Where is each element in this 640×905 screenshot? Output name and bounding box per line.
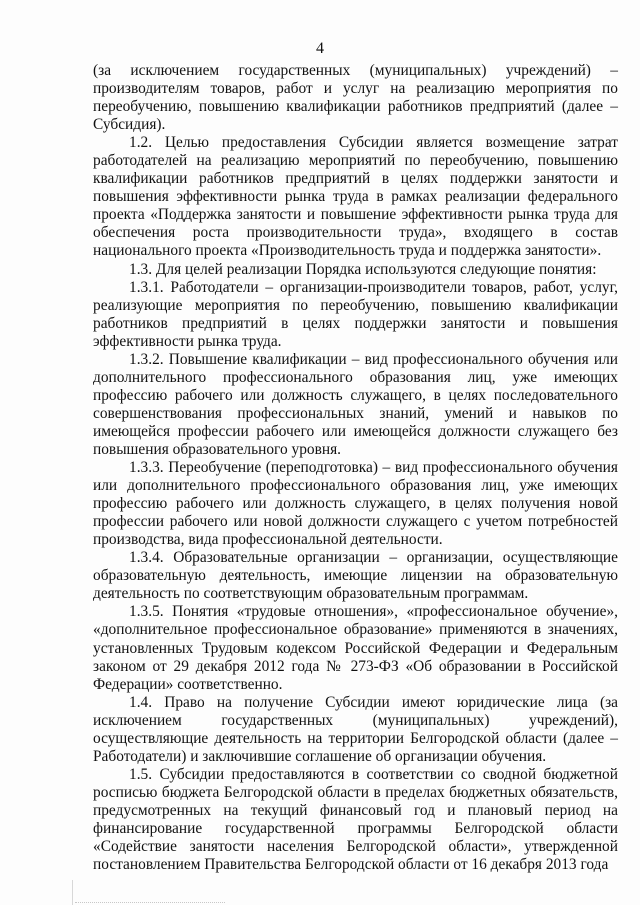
scan-edge-mark [72, 880, 73, 905]
paragraph-1-3: 1.3. Для целей реализации Порядка используются следующие понятия: [129, 260, 597, 278]
page-number: 4 [316, 40, 324, 57]
paragraph-1-5: 1.5. Субсидии предоставляются в соответствии со сводной бюджетной росписью бюджета Белгородской области в пределах бюджетных обязательств, предусмотренных на текущий финансовый год и плановый период на финансирование государственной программы Белгородской области «Содействие занятости населения Белгородской области», утвержденной постановлением Правительства Белгородской области от 16 декабря 2013 года [93, 765, 618, 874]
paragraph-1-3-4: 1.3.4. Образовательные организации – организации, осуществляющие образовательную деятельность, имеющие лицензии на образовательную деятельность по соответствующим образовательным программам. [93, 549, 618, 603]
paragraph-1-2: 1.2. Целью предоставления Субсидии является возмещение затрат работодателей на реализацию мероприятий по переобучению, повышению квалификации работников предприятий в целях поддержки занятости и повышения эффективности рынка труда в рамках реализации федерального проекта «Поддержка занятости и повышение эффективности рынка труда для обеспечения роста производительности труда», входящего в состав национального проекта «Производительность труда и поддержка занятости». [93, 134, 618, 260]
paragraph-continuation: (за исключением государственных (муниципальных) учреждений) – производителям товаров, работ и услуг на реализацию мероприятия по переобучению, повышению квалификации работников предприятий (далее – Субсидия). [93, 62, 618, 134]
paragraph-1-3-2: 1.3.2. Повышение квалификации – вид профессионального обучения или дополнительного профессионального образования лиц, уже имеющих профессию рабочего или должность служащего, в целях последовательного совершенствования профессиональных знаний, умений и навыков по имеющейся профессии рабочего или имеющейся должности служащего без повышения образовательного уровня. [93, 350, 618, 458]
paragraph-1-3-5: 1.3.5. Понятия «трудовые отношения», «профессиональное обучение», «дополнительное профессиональное образование» применяются в значениях, установленных Трудовым кодексом Российской Федерации и Федеральным законом от 29 декабря 2012 года № 273-ФЗ «Об образовании в Российской Федерации» соответственно. [93, 603, 618, 693]
paragraph-1-3-1: 1.3.1. Работодатели – организации-производители товаров, работ, услуг, реализующие мероприятия по переобучению, повышению квалификации работников предприятий в целях поддержки занятости и повышения эффективности рынка труда. [93, 278, 618, 350]
paragraph-1-3-3: 1.3.3. Переобучение (переподготовка) – вид профессионального обучения или дополнительного профессионального образования лиц, уже имеющих профессию рабочего или должность служащего, в целях получения новой профессии рабочего или новой должности служащего с учетом потребностей производства, вида профессиональной деятельности. [93, 459, 618, 549]
paragraph-1-4: 1.4. Право на получение Субсидии имеют юридические лица (за исключением государственных (муниципальных) учреждений), осуществляющие деятельность на территории Белгородской области (далее – Работодатели) и заключившие соглашение об организации обучения. [93, 693, 618, 765]
document-body [93, 62, 618, 874]
